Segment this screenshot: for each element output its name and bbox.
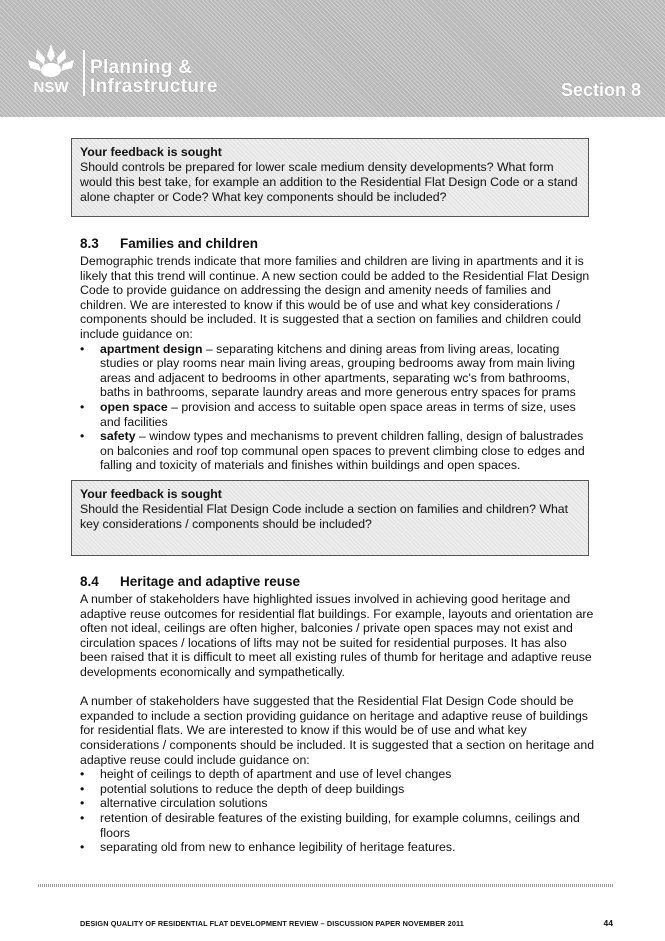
list-item-term: open space [100, 399, 168, 414]
feedback-box-1 [71, 138, 589, 217]
footer-text: DESIGN QUALITY OF RESIDENTIAL FLAT DEVELOPMENT REVIEW – DISCUSSION PAPER NOVEMBER 2011 [80, 919, 464, 928]
list-item: • potential solutions to reduce the depth of deep buildings [80, 782, 595, 797]
page-number: 44 [603, 918, 613, 928]
list-item-text: – provision and access to suitable open space areas in terms of size, uses and facilities [100, 399, 576, 429]
feedback-text: Should controls be prepared for lower scale medium density developments? What form would this best take, for example an addition to the Residential Flat Design Code or a stand alone chapter or Code? What key components should be included? [80, 160, 578, 204]
list-item: • retention of desirable features of the existing building, for example columns, ceilings and floors [80, 811, 595, 840]
paragraph: A number of stakeholders have suggested that the Residential Flat Design Code should be expanded to include a section providing guidance on heritage and adaptive reuse of buildings for residential flats. We are interested to know if this would be of use and what key considerations / components should be included. It is suggested that a section on heritage and adaptive reuse could include guidance on: [80, 694, 595, 767]
brand-separator [83, 50, 85, 96]
list-item-text: – window types and mechanisms to prevent children falling, design of balustrades on balconies and roof top communal open spaces to prevent climbing close to edges and falling and toxicity of materials and finishes within buildings and open spaces. [100, 429, 585, 473]
paragraph: A number of stakeholders have highlighted issues involved in achieving good heritage and adaptive reuse outcomes for residential flat buildings. For example, layouts and orientation are often not ideal, ceilings are often higher, balconies / private open spaces may not exist and circulation spaces / locations of lifts may not be suited for residential purposes. It has also been raised that it is difficult to meet all existing rules of thumb for heritage and adaptive reuse developments economically and sympathetically. [80, 592, 594, 679]
brand-line-2: Infrastructure [90, 76, 218, 97]
list-item: • height of ceilings to depth of apartment and use of level changes [80, 767, 595, 782]
section-body-8-4 [80, 592, 595, 855]
feedback-title: Your feedback is sought [80, 145, 222, 159]
feedback-text: Should the Residential Flat Design Code include a section on families and children? What key considerations / components should be included? [80, 502, 569, 531]
brand-name [90, 58, 218, 96]
list-item-text: – separating kitchens and dining areas from living areas, locating studies or play rooms near main living areas, grouping bedrooms away from main living areas and adjacent to bedrooms in other apartments, separating wc's from bathrooms, baths in bathrooms, separate laundry areas and more generous entry spaces for prams [100, 341, 576, 400]
list-item: • separating old from new to enhance legibility of heritage features. [80, 840, 595, 855]
footer-divider [38, 884, 613, 887]
section-body-8-3 [80, 254, 595, 473]
list-item: • alternative circulation solutions [80, 796, 595, 811]
section-heading-8-3 [80, 236, 258, 251]
bullet-list [80, 767, 595, 855]
brand-line-1: Planning & [90, 57, 193, 78]
paragraph: Demographic trends indicate that more families and children are living in apartments and it is likely that this trend will continue. A new section could be added to the Residential Flat Design Code to provide guidance on addressing the design and amenity needs of families and children. We are interested to know if this would be of use and what key considerations / components should be included. It is suggested that a section on families and children could include guidance on: [80, 254, 590, 341]
list-item [80, 342, 595, 400]
feedback-title: Your feedback is sought [80, 487, 222, 501]
feedback-box-2 [71, 480, 589, 556]
section-number: 8.3 [80, 236, 99, 251]
bullet-list [80, 342, 595, 473]
list-item [80, 429, 595, 473]
nsw-waratah-logo [22, 40, 80, 100]
logo-text: NSW [33, 79, 69, 96]
section-title: Families and children [120, 236, 259, 251]
list-item [80, 400, 595, 429]
list-item-term: apartment design [100, 341, 203, 356]
section-title: Heritage and adaptive reuse [120, 574, 301, 589]
list-item-term: safety [100, 429, 136, 444]
section-heading-8-4 [80, 574, 300, 589]
page-header [0, 0, 665, 117]
section-number: 8.4 [80, 574, 99, 589]
section-label: Section 8 [560, 80, 641, 100]
